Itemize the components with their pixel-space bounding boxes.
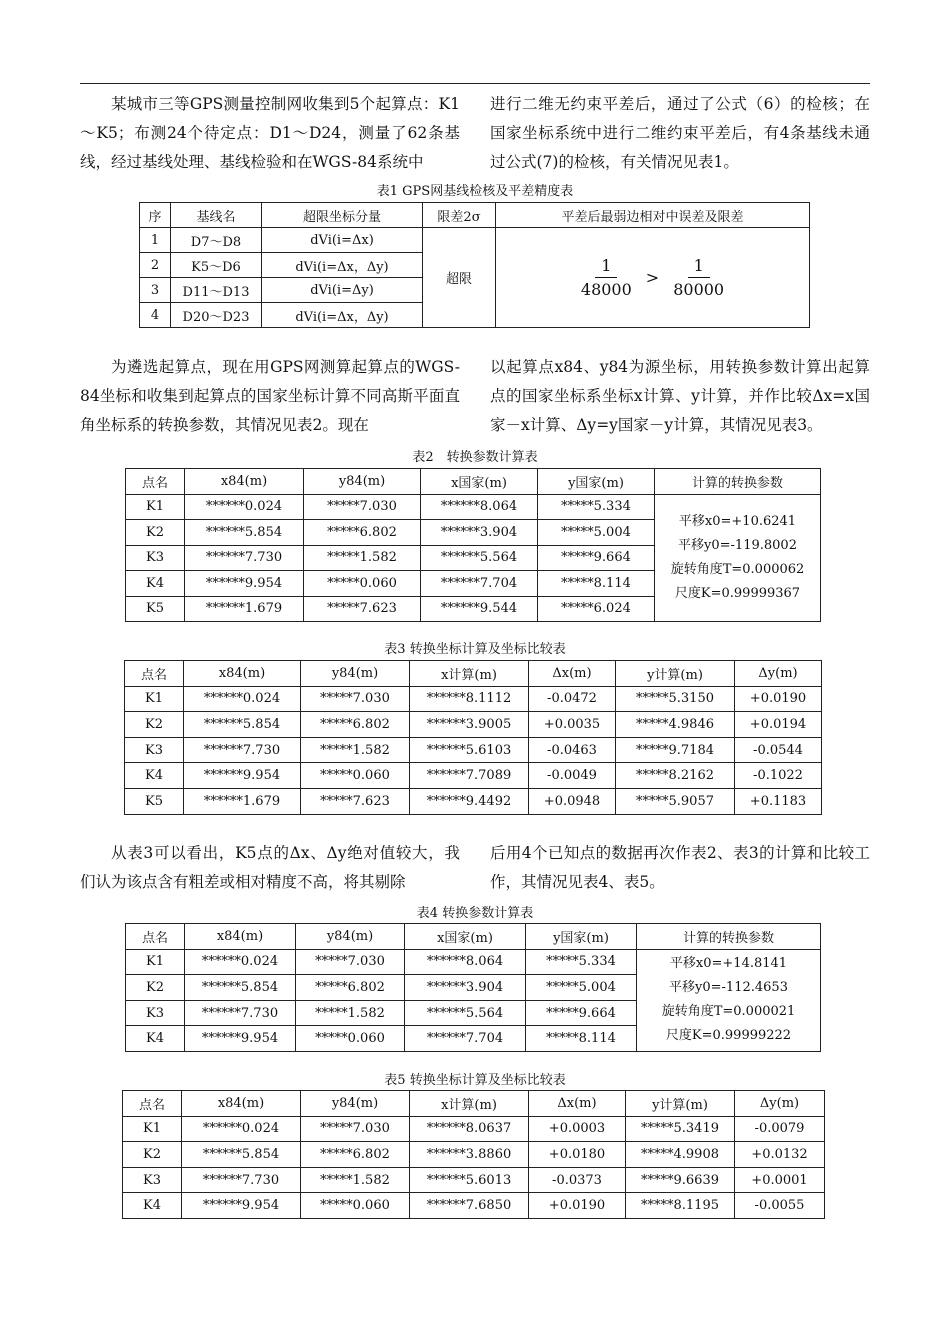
header-cell: y国家(m) <box>526 924 637 950</box>
param-line: 旋转角度T=0.000021 <box>661 1004 796 1020</box>
cell-x-national: ******5.564 <box>405 1000 526 1026</box>
cell-x-computed: ******7.6850 <box>410 1193 529 1219</box>
cell-y84: *****7.030 <box>304 494 421 520</box>
cell-dx: -0.0049 <box>529 763 616 789</box>
table-header-row <box>123 1091 825 1117</box>
cell-x84: ******0.024 <box>182 1116 301 1142</box>
cell-y-computed: *****9.7184 <box>616 737 735 763</box>
cell-point: K1 <box>126 494 185 520</box>
cell-x84: ******5.854 <box>184 712 301 738</box>
cell-dx: +0.0190 <box>529 1193 626 1219</box>
cell-x84: ******9.954 <box>182 1193 301 1219</box>
selection-paragraph <box>80 353 870 440</box>
cell-x84: ******0.024 <box>185 494 304 520</box>
cell-no: 4 <box>140 303 171 328</box>
header-cell: x计算(m) <box>410 661 529 687</box>
cell-dx: +0.0035 <box>529 712 616 738</box>
table-row <box>123 1142 825 1168</box>
cell-dy: -0.0544 <box>735 737 822 763</box>
table3-caption: 表3 转换坐标计算及坐标比较表 <box>384 642 566 657</box>
header-cell: 平差后最弱边相对中误差及限差 <box>496 203 810 228</box>
cell-point: K1 <box>126 949 185 975</box>
param-line: 平移x0=+14.8141 <box>669 956 788 972</box>
cell-dy: -0.0079 <box>735 1116 825 1142</box>
cell-dx: +0.0003 <box>529 1116 626 1142</box>
cell-x84: ******0.024 <box>184 686 301 712</box>
cell-point: K3 <box>123 1167 182 1193</box>
param-line: 尺度K=0.99999222 <box>665 1028 792 1044</box>
cell-x-national: ******3.904 <box>421 520 538 546</box>
cell-baseline: D7～D8 <box>171 228 262 253</box>
cell-dy: +0.1183 <box>735 788 822 814</box>
cell-x84: ******5.854 <box>185 975 296 1001</box>
cell-y-national: *****5.334 <box>538 494 655 520</box>
cell-dy: +0.0132 <box>735 1142 825 1168</box>
accuracy-fraction <box>575 256 730 299</box>
cell-y-computed: *****5.3419 <box>626 1116 735 1142</box>
table-row <box>125 737 822 763</box>
cell-dy: -0.1022 <box>735 763 822 789</box>
cell-x-computed: ******7.7089 <box>410 763 529 789</box>
cell-y84: *****1.582 <box>301 1167 410 1193</box>
header-cell: Δx(m) <box>529 661 616 687</box>
cell-point: K3 <box>126 545 185 571</box>
greater-than-sign: > <box>645 268 660 287</box>
table-row <box>140 228 810 253</box>
table-row <box>123 1193 825 1219</box>
param-line: 尺度K=0.99999367 <box>674 585 801 601</box>
table5-caption: 表5 转换坐标计算及坐标比较表 <box>384 1073 566 1088</box>
fraction-numerator: 1 <box>688 256 710 278</box>
cell-x84: ******5.854 <box>185 520 304 546</box>
cell-no: 3 <box>140 278 171 303</box>
cell-y84: *****7.030 <box>301 686 410 712</box>
cell-y84: *****0.060 <box>296 1026 405 1052</box>
header-cell: 限差2σ <box>423 203 496 228</box>
cell-dx: +0.0180 <box>529 1142 626 1168</box>
cell-x-national: ******8.064 <box>421 494 538 520</box>
header-cell: 超限坐标分量 <box>262 203 423 228</box>
transform-param-table-5pts <box>125 468 821 622</box>
cell-x-computed: ******8.1112 <box>410 686 529 712</box>
table-header-row <box>126 924 821 950</box>
header-cell: 序 <box>140 203 171 228</box>
cell-y84: *****7.623 <box>301 788 410 814</box>
header-cell: 基线名 <box>171 203 262 228</box>
cell-y-national: *****5.334 <box>526 949 637 975</box>
cell-point: K5 <box>125 788 184 814</box>
cell-transform-params <box>655 494 821 622</box>
cell-point: K3 <box>126 1000 185 1026</box>
cell-dx: -0.0472 <box>529 686 616 712</box>
cell-x-computed: ******5.6103 <box>410 737 529 763</box>
header-cell: y84(m) <box>296 924 405 950</box>
table4-caption: 表4 转换参数计算表 <box>416 906 534 921</box>
coordinate-compare-table-4pts <box>122 1090 825 1219</box>
cell-y-computed: *****4.9908 <box>626 1142 735 1168</box>
cell-dx: -0.0463 <box>529 737 616 763</box>
selection-right-column: 以起算点x84、y84为源坐标，用转换参数计算出起算点的国家坐标系坐标x计算、y计算，并作比较Δx=x国家－x计算、Δy=y国家－y计算，其情况见表3。 <box>490 358 870 434</box>
cell-x84: ******1.679 <box>184 788 301 814</box>
outlier-paragraph <box>80 839 870 897</box>
table-row <box>125 763 822 789</box>
cell-dy: -0.0055 <box>735 1193 825 1219</box>
table-header-row <box>140 203 810 228</box>
table2-caption: 表2 转换参数计算表 <box>412 450 538 465</box>
selection-left-column: 为遴选起算点，现在用GPS网测算起算点的WGS-84坐标和收集到起算点的国家坐标计算不同高斯平面直角坐标系的转换参数，其情况见表2。现在 <box>80 358 460 434</box>
header-cell: Δx(m) <box>529 1091 626 1117</box>
param-line: 平移y0=-112.4653 <box>669 980 788 996</box>
cell-y-computed: *****8.1195 <box>626 1193 735 1219</box>
cell-y84: *****6.802 <box>301 712 410 738</box>
table-row <box>126 949 821 975</box>
cell-y84: *****0.060 <box>301 763 410 789</box>
cell-x-national: ******9.544 <box>421 596 538 622</box>
cell-point: K4 <box>123 1193 182 1219</box>
cell-no: 2 <box>140 253 171 278</box>
header-cell: y国家(m) <box>538 469 655 495</box>
outlier-left-column: 从表3可以看出，K5点的Δx、Δy绝对值较大，我们认为该点含有粗差或相对精度不高，将其剔除 <box>80 844 460 891</box>
cell-baseline: K5～D6 <box>171 253 262 278</box>
cell-y84: *****0.060 <box>304 571 421 597</box>
header-cell: Δy(m) <box>735 661 822 687</box>
cell-baseline: D11～D13 <box>171 278 262 303</box>
cell-y84: *****0.060 <box>301 1193 410 1219</box>
cell-y-national: *****9.664 <box>538 545 655 571</box>
cell-y-computed: *****9.6639 <box>626 1167 735 1193</box>
table-row <box>125 788 822 814</box>
cell-y84: *****6.802 <box>296 975 405 1001</box>
cell-y-computed: *****5.9057 <box>616 788 735 814</box>
header-cell: x计算(m) <box>410 1091 529 1117</box>
cell-y84: *****7.030 <box>301 1116 410 1142</box>
table-header-row <box>125 661 822 687</box>
header-cell: Δy(m) <box>735 1091 825 1117</box>
outlier-right-column: 后用4个已知点的数据再次作表2、表3的计算和比较工作，其情况见表4、表5。 <box>490 844 870 891</box>
table-row <box>125 686 822 712</box>
cell-y-national: *****6.024 <box>538 596 655 622</box>
cell-x84: ******5.854 <box>182 1142 301 1168</box>
cell-point: K2 <box>126 520 185 546</box>
cell-dy: +0.0190 <box>735 686 822 712</box>
cell-x-computed: ******8.0637 <box>410 1116 529 1142</box>
cell-x84: ******7.730 <box>185 545 304 571</box>
cell-y-national: *****8.114 <box>538 571 655 597</box>
fraction-denominator: 80000 <box>673 280 725 299</box>
table-row <box>123 1116 825 1142</box>
cell-point: K1 <box>123 1116 182 1142</box>
header-cell: 计算的转换参数 <box>637 924 821 950</box>
cell-y84: *****1.582 <box>304 545 421 571</box>
table1-caption: 表1 GPS网基线检核及平差精度表 <box>376 184 574 199</box>
cell-y84: *****7.030 <box>296 949 405 975</box>
cell-component: dVi(i=Δy) <box>262 278 423 303</box>
table-row <box>126 494 821 520</box>
coordinate-compare-table-5pts <box>124 660 822 815</box>
cell-point: K5 <box>126 596 185 622</box>
cell-x-national: ******7.704 <box>405 1026 526 1052</box>
cell-y84: *****6.802 <box>304 520 421 546</box>
header-cell: y计算(m) <box>616 661 735 687</box>
cell-y-computed: *****4.9846 <box>616 712 735 738</box>
param-line: 平移x0=+10.6241 <box>678 513 797 529</box>
baseline-check-table <box>139 202 810 328</box>
header-cell: x国家(m) <box>405 924 526 950</box>
transform-param-table-4pts <box>125 923 821 1052</box>
cell-x84: ******7.730 <box>182 1167 301 1193</box>
header-cell: 点名 <box>126 469 185 495</box>
cell-point: K1 <box>125 686 184 712</box>
cell-x84: ******9.954 <box>185 571 304 597</box>
cell-x-national: ******3.904 <box>405 975 526 1001</box>
cell-dy: +0.0001 <box>735 1167 825 1193</box>
cell-x84: ******1.679 <box>185 596 304 622</box>
fraction-denominator: 48000 <box>580 280 632 299</box>
cell-dx: -0.0373 <box>529 1167 626 1193</box>
header-cell: y84(m) <box>304 469 421 495</box>
cell-no: 1 <box>140 228 171 253</box>
cell-x-national: ******7.704 <box>421 571 538 597</box>
cell-y-national: *****5.004 <box>538 520 655 546</box>
header-cell: y84(m) <box>301 661 410 687</box>
cell-point: K2 <box>125 712 184 738</box>
cell-y-national: *****9.664 <box>526 1000 637 1026</box>
header-cell: y计算(m) <box>626 1091 735 1117</box>
cell-limit: 超限 <box>423 228 496 328</box>
cell-y-national: *****5.004 <box>526 975 637 1001</box>
cell-point: K2 <box>123 1142 182 1168</box>
intro-left-column: 某城市三等GPS测量控制网收集到5个起算点：K1～K5；布测24个待定点：D1～D24，测量了62条基线，经过基线处理、基线检验和在WGS-84系统中 <box>80 95 460 171</box>
header-rule <box>80 83 870 84</box>
cell-component: dVi(i=Δx) <box>262 228 423 253</box>
cell-x-computed: ******3.8860 <box>410 1142 529 1168</box>
table-row <box>123 1167 825 1193</box>
cell-x-computed: ******3.9005 <box>410 712 529 738</box>
cell-dy: +0.0194 <box>735 712 822 738</box>
cell-x84: ******0.024 <box>185 949 296 975</box>
table-row <box>125 712 822 738</box>
cell-x-national: ******5.564 <box>421 545 538 571</box>
cell-transform-params <box>637 949 821 1051</box>
cell-accuracy <box>496 228 810 328</box>
header-cell: 点名 <box>126 924 185 950</box>
cell-dx: +0.0948 <box>529 788 616 814</box>
cell-point: K2 <box>126 975 185 1001</box>
header-cell: 计算的转换参数 <box>655 469 821 495</box>
cell-component: dVi(i=Δx，Δy) <box>262 303 423 328</box>
cell-y84: *****1.582 <box>301 737 410 763</box>
header-cell: 点名 <box>125 661 184 687</box>
intro-paragraph <box>80 90 870 177</box>
cell-x-computed: ******5.6013 <box>410 1167 529 1193</box>
cell-baseline: D20～D23 <box>171 303 262 328</box>
cell-x84: ******9.954 <box>185 1026 296 1052</box>
cell-y-computed: *****8.2162 <box>616 763 735 789</box>
header-cell: x84(m) <box>185 924 296 950</box>
param-line: 平移y0=-119.8002 <box>678 537 797 553</box>
cell-x-computed: ******9.4492 <box>410 788 529 814</box>
header-cell: x84(m) <box>182 1091 301 1117</box>
header-cell: x国家(m) <box>421 469 538 495</box>
cell-y-national: *****8.114 <box>526 1026 637 1052</box>
param-line: 旋转角度T=0.000062 <box>670 561 805 577</box>
cell-y84: *****6.802 <box>301 1142 410 1168</box>
cell-point: K4 <box>126 571 185 597</box>
cell-y-computed: *****5.3150 <box>616 686 735 712</box>
intro-right-column: 进行二维无约束平差后，通过了公式（6）的检核；在国家坐标系统中进行二维约束平差后，有4条基线未通过公式(7)的检核，有关情况见表1。 <box>490 95 870 171</box>
header-cell: y84(m) <box>301 1091 410 1117</box>
cell-x84: ******7.730 <box>185 1000 296 1026</box>
cell-x-national: ******8.064 <box>405 949 526 975</box>
cell-component: dVi(i=Δx，Δy) <box>262 253 423 278</box>
cell-x84: ******9.954 <box>184 763 301 789</box>
cell-point: K4 <box>125 763 184 789</box>
fraction-numerator: 1 <box>595 256 617 278</box>
cell-point: K4 <box>126 1026 185 1052</box>
cell-y84: *****7.623 <box>304 596 421 622</box>
header-cell: x84(m) <box>184 661 301 687</box>
cell-x84: ******7.730 <box>184 737 301 763</box>
header-cell: x84(m) <box>185 469 304 495</box>
header-cell: 点名 <box>123 1091 182 1117</box>
table-header-row <box>126 469 821 495</box>
cell-y84: *****1.582 <box>296 1000 405 1026</box>
cell-point: K3 <box>125 737 184 763</box>
